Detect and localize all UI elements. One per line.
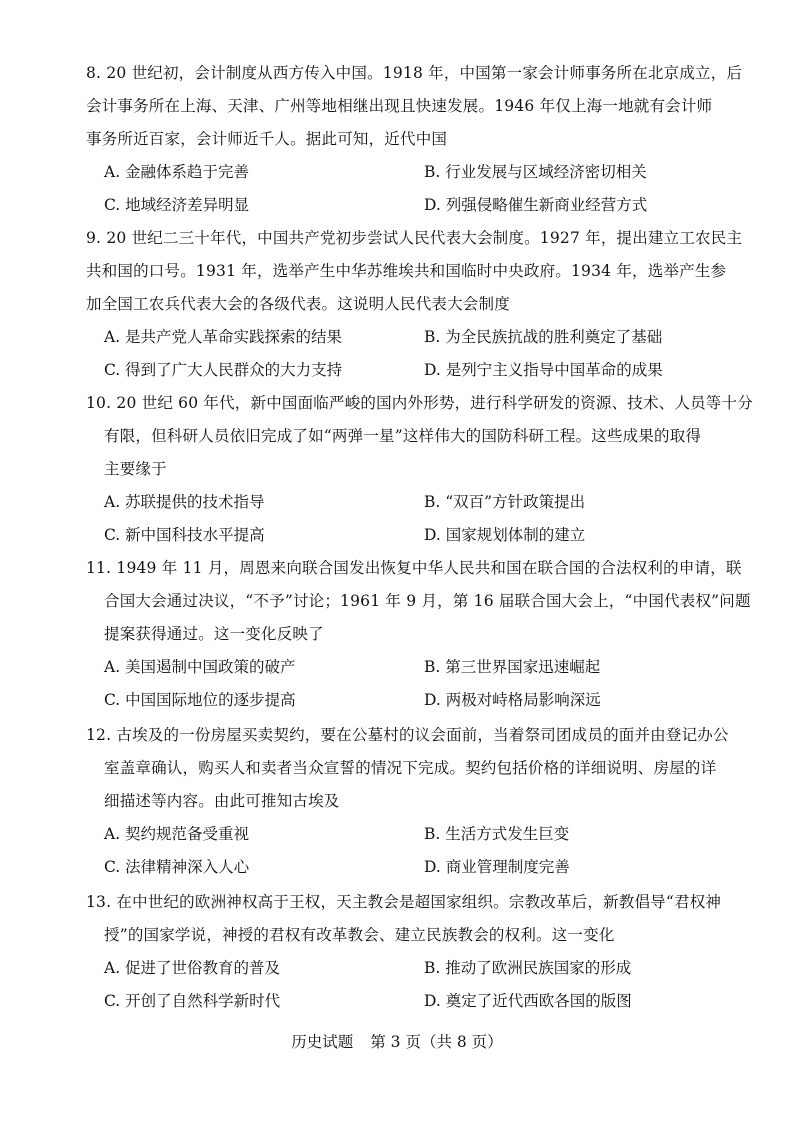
question-stem-line: 共和国的口号。1931 年，选举产生中华苏维埃共和国临时中央政府。1934 年，选举产生参 <box>86 262 727 280</box>
question-12 <box>86 719 729 884</box>
option-c: C. 法律精神深入人心 <box>104 858 250 876</box>
option-c: C. 开创了自然科学新时代 <box>104 992 281 1010</box>
question-8 <box>86 57 743 222</box>
question-13 <box>86 886 722 1018</box>
option-b: B. 生活方式发生巨变 <box>424 825 570 843</box>
option-d: D. 两极对峙格局影响深远 <box>424 691 601 709</box>
question-stem-line: 12. 古埃及的一份房屋买卖契约，要在公墓村的议会面前，当着祭司团成员的面并由登记办公 <box>86 726 729 744</box>
question-stem-line: 加全国工农兵代表大会的各级代表。这说明人民代表大会制度 <box>86 295 510 313</box>
option-d: D. 是列宁主义指导中国革命的成果 <box>424 361 663 379</box>
question-stem-line: 8. 20 世纪初，会计制度从西方传入中国。1918 年，中国第一家会计师事务所在北京成立，后 <box>86 64 743 82</box>
options-grid <box>86 651 722 717</box>
option-b: B. 为全民族抗战的胜利奠定了基础 <box>424 328 663 346</box>
question-stem-line: 13. 在中世纪的欧洲神权高于王权，天主教会是超国家组织。宗教改革后，新教倡导“君权神 <box>86 893 722 911</box>
question-stem-line: 授”的国家学说，神授的君权有改革教会、建立民族教会的权利。这一变化 <box>104 926 615 944</box>
option-a: A. 促进了世俗教育的普及 <box>104 959 281 977</box>
question-stem-line: 提案获得通过。这一变化反映了 <box>104 625 324 643</box>
options-grid <box>86 156 722 222</box>
option-d: D. 国家规划体制的建立 <box>424 526 586 544</box>
options-grid <box>86 952 722 1018</box>
option-c: C. 中国国际地位的逐步提高 <box>104 691 296 709</box>
question-stem-line: 有限，但科研人员依旧完成了如“两弹一星”这样伟大的国防科研工程。这些成果的取得 <box>104 427 702 445</box>
question-stem-line: 会计事务所在上海、天津、广州等地相继出现且快速发展。1946 年仅上海一地就有会计师 <box>86 97 713 115</box>
question-stem-line: 11. 1949 年 11 月，周恩来向联合国发出恢复中华人民共和国在联合国的合法权利的申请，联 <box>86 559 742 577</box>
page-footer <box>0 1030 794 1054</box>
option-c: C. 得到了广大人民群众的大力支持 <box>104 361 343 379</box>
question-stem-line: 细描述等内容。由此可推知古埃及 <box>104 792 340 810</box>
option-b: B. 第三世界国家迅速崛起 <box>424 658 601 676</box>
question-stem-line: 合国大会通过决议，“不予”讨论；1961 年 9 月，第 16 届联合国大会上，“中国代表权”问题 <box>104 592 751 610</box>
question-stem-line: 事务所近百家，会计师近千人。据此可知，近代中国 <box>86 130 448 148</box>
option-a: A. 契约规范备受重视 <box>104 825 250 843</box>
option-c: C. 新中国科技水平提高 <box>104 526 265 544</box>
option-a: A. 是共产党人革命实践探索的结果 <box>104 328 343 346</box>
question-stem-line: 9. 20 世纪二三十年代，中国共产党初步尝试人民代表大会制度。1927 年，提出建立工农民主 <box>86 229 743 247</box>
question-10 <box>86 387 753 552</box>
options-grid <box>86 818 722 884</box>
question-stem-line: 10. 20 世纪 60 年代，新中国面临严峻的国内外形势，进行科学研发的资源、技术、人员等十分 <box>86 394 753 412</box>
option-a: A. 苏联提供的技术指导 <box>104 493 265 511</box>
option-a: A. 美国遏制中国政策的破产 <box>104 658 296 676</box>
options-grid <box>86 321 722 387</box>
option-c: C. 地域经济差异明显 <box>104 196 250 214</box>
option-a: A. 金融体系趋于完善 <box>104 163 250 181</box>
question-stem-line: 室盖章确认，购买人和卖者当众宣誓的情况下完成。契约包括价格的详细说明、房屋的详 <box>104 759 717 777</box>
footer-subject: 历史试题 <box>291 1033 354 1051</box>
option-d: D. 商业管理制度完善 <box>424 858 570 876</box>
footer-page-number: 第 3 页（共 8 页） <box>370 1033 503 1051</box>
option-b: B. 推动了欧洲民族国家的形成 <box>424 959 632 977</box>
option-b: B. “双百”方针政策提出 <box>424 493 586 511</box>
question-9 <box>86 222 743 387</box>
question-stem-line: 主要缘于 <box>104 460 167 478</box>
option-d: D. 列强侵略催生新商业经营方式 <box>424 196 648 214</box>
question-11 <box>86 552 751 717</box>
options-grid <box>86 486 722 552</box>
option-b: B. 行业发展与区域经济密切相关 <box>424 163 647 181</box>
option-d: D. 奠定了近代西欧各国的版图 <box>424 992 632 1010</box>
